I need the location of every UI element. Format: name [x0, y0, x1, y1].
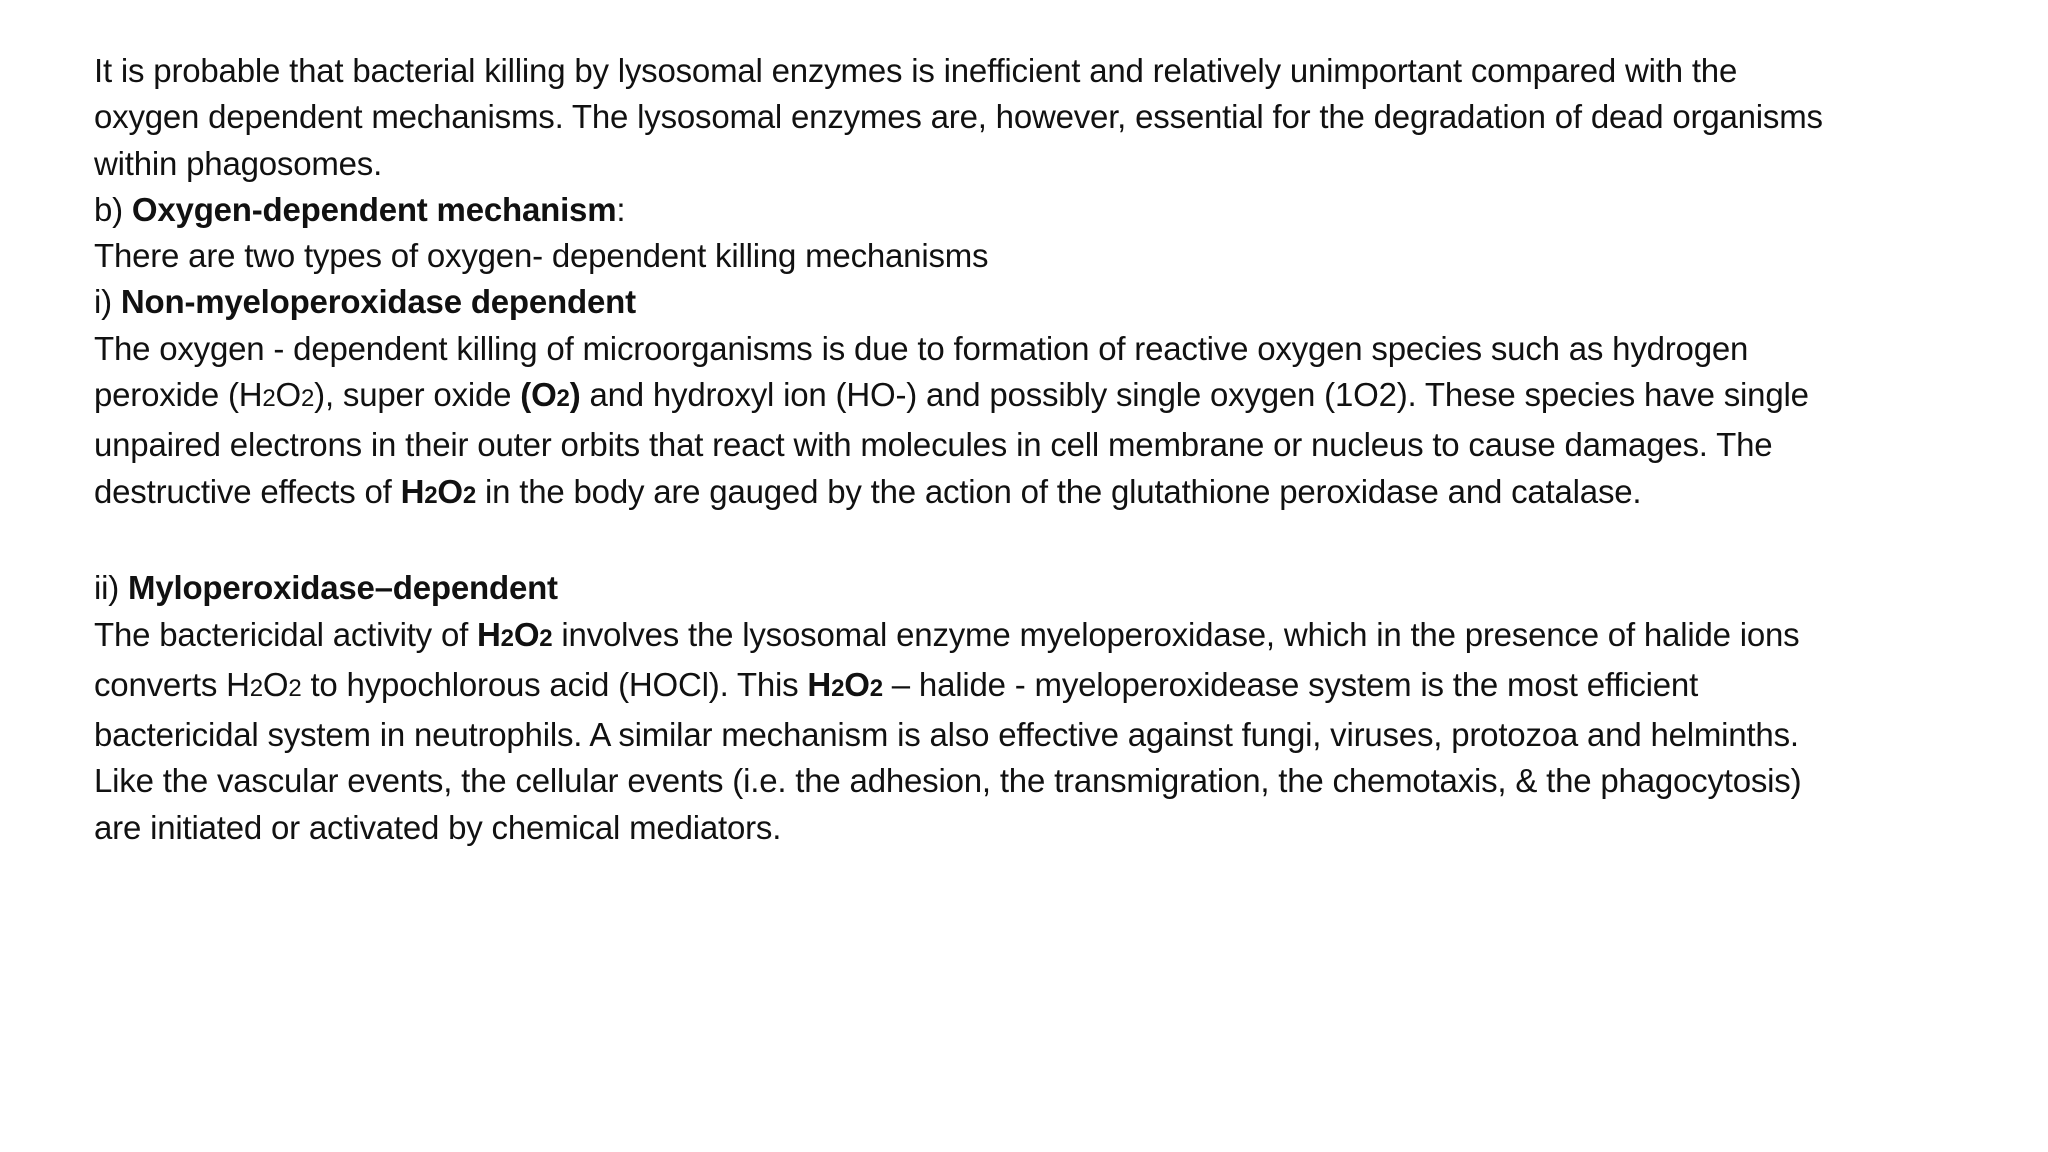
text-run: and hydroxyl ion (HO-) and possibly single oxygen (1O2). These species have single — [580, 376, 1809, 414]
paragraph-line — [94, 612, 1994, 662]
paragraph-line: within phagosomes. — [94, 144, 383, 182]
text-run: ) — [569, 376, 581, 414]
text-run: O — [262, 665, 289, 703]
paragraph-line — [94, 469, 1994, 519]
paragraph-spacer — [94, 519, 1994, 565]
text-run: H — [477, 615, 501, 653]
subscript-run: 2 — [869, 674, 883, 702]
subscript-run: 2 — [500, 624, 514, 652]
text-run: O — [513, 615, 540, 653]
text-run: involves the lysosomal enzyme myeloperoxidase, which in the presence of halide ions — [552, 615, 1800, 653]
section-b-suffix: : — [616, 190, 626, 228]
paragraph-line: oxygen dependent mechanisms. The lysosomal enzymes are, however, essential for the degradation of dead organisms — [94, 98, 1823, 136]
text-run: destructive effects of — [94, 472, 401, 510]
bold-formula — [477, 616, 552, 653]
section-ii-prefix: ii) — [94, 569, 129, 607]
subscript-run: 2 — [288, 674, 302, 702]
paragraph-line: It is probable that bacterial killing by lysosomal enzymes is inefficient and relatively unimportant compared with the — [94, 52, 1738, 89]
text-run: (O — [520, 376, 557, 414]
paragraph-line — [94, 372, 1994, 422]
bold-formula — [807, 666, 882, 703]
subscript-run: 2 — [462, 481, 477, 509]
text-run: O — [275, 376, 302, 414]
section-b-prefix: b) — [94, 190, 132, 228]
subscript-run: 2 — [301, 385, 315, 413]
text-run: peroxide (H — [94, 376, 263, 414]
subscript-run: 2 — [262, 385, 276, 413]
subscript-run: 2 — [831, 674, 845, 702]
text-run: converts H — [94, 665, 250, 703]
text-run: O — [844, 665, 870, 703]
section-ii-heading — [94, 565, 1994, 611]
bold-formula — [401, 473, 476, 510]
text-run: ), super oxide — [314, 376, 521, 414]
paragraph-line: unpaired electrons in their outer orbits that react with molecules in cell membrane or nucleus to cause damages. The — [94, 426, 1773, 464]
slide-text-body — [94, 48, 1994, 851]
bold-formula — [520, 376, 580, 413]
section-ii-title: Myloperoxidase–dependent — [128, 569, 558, 607]
section-i-heading — [94, 279, 1994, 325]
text-run: – halide - myeloperoxidease system is the most efficient — [882, 665, 1699, 703]
subscript-run: 2 — [539, 624, 553, 652]
text-run: The bactericidal activity of — [94, 615, 478, 653]
text-run: H — [807, 665, 832, 703]
subscript-run: 2 — [556, 385, 570, 413]
paragraph-line: Like the vascular events, the cellular events (i.e. the adhesion, the transmigration, the chemotaxis, & the phagocytosis) — [94, 762, 1802, 800]
section-i-prefix: i) — [94, 283, 121, 321]
text-run: to hypochlorous acid (HOCl). This — [301, 665, 808, 703]
section-b-intro: There are two types of oxygen- dependent killing mechanisms — [94, 237, 989, 275]
text-run: O — [437, 472, 463, 510]
text-run: H — [400, 472, 425, 510]
paragraph-line — [94, 662, 1994, 712]
text-run: in the body are gauged by the action of the glutathione peroxidase and catalase. — [476, 472, 1642, 510]
paragraph-line: bactericidal system in neutrophils. A similar mechanism is also effective against fungi, viruses, protozoa and helminths. — [94, 716, 1799, 754]
paragraph-line: are initiated or activated by chemical mediators. — [94, 808, 782, 846]
section-i-title: Non-myeloperoxidase dependent — [120, 283, 636, 321]
paragraph-line: The oxygen - dependent killing of microorganisms is due to formation of reactive oxygen species such as hydrogen — [94, 329, 1749, 367]
section-b-heading — [94, 187, 1994, 233]
subscript-run: 2 — [424, 481, 438, 509]
subscript-run: 2 — [249, 674, 263, 702]
section-b-title: Oxygen-dependent mechanism — [131, 190, 617, 228]
